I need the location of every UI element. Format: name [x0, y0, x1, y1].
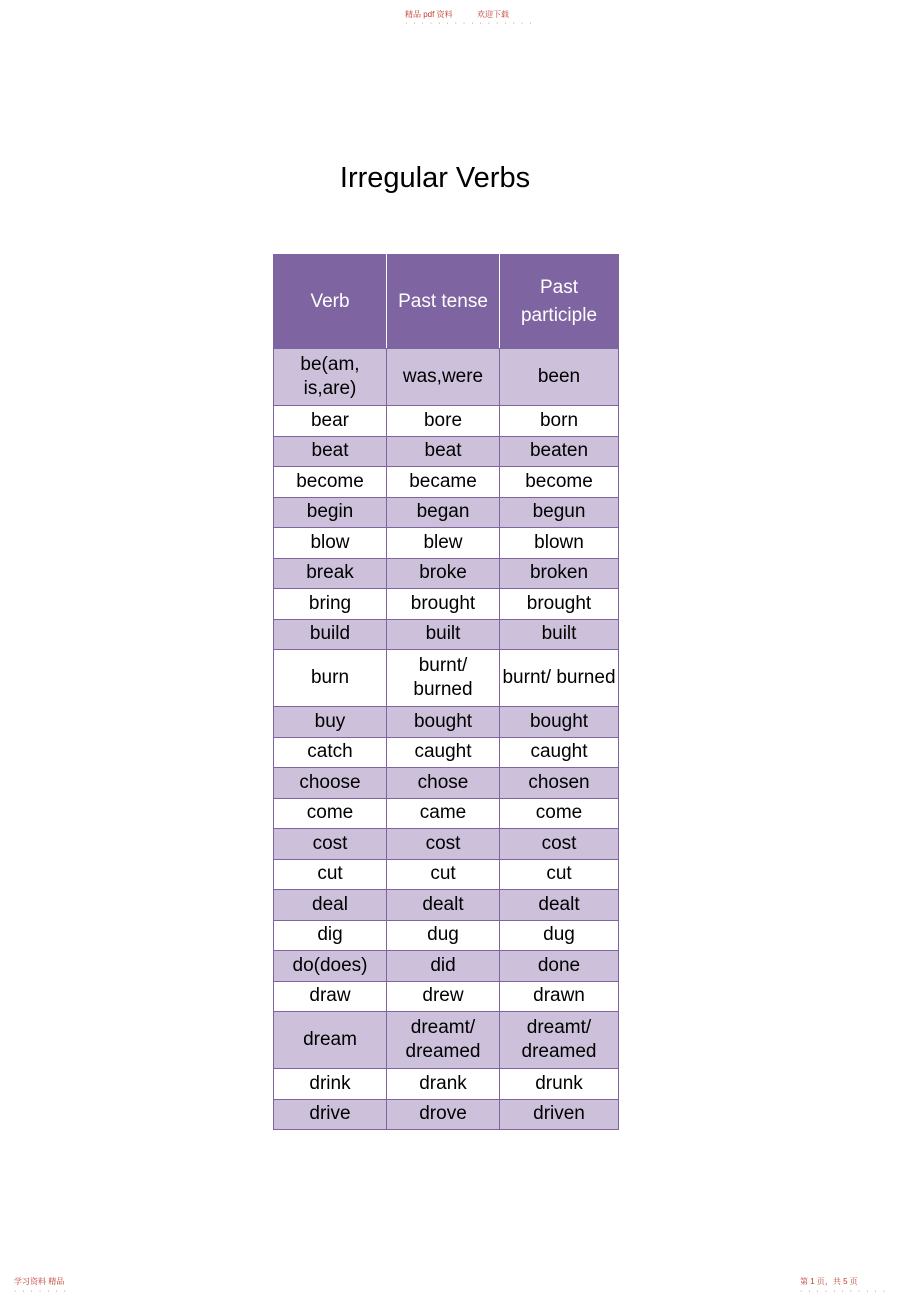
cell-past-participle: become: [500, 467, 619, 498]
cell-past-tense: became: [387, 467, 500, 498]
cell-past-tense: bought: [387, 707, 500, 738]
cell-past-participle: broken: [500, 558, 619, 589]
cell-verb: cost: [274, 829, 387, 860]
table-row: [274, 798, 619, 829]
table-row: [274, 737, 619, 768]
cell-past-tense: chose: [387, 768, 500, 799]
cell-verb: be(am, is,are): [274, 349, 387, 406]
page-title: Irregular Verbs: [339, 162, 531, 194]
cell-verb: choose: [274, 768, 387, 799]
cell-verb: do(does): [274, 951, 387, 982]
cell-verb: bear: [274, 406, 387, 437]
table-row: [274, 1099, 619, 1130]
cell-past-tense: was,were: [387, 349, 500, 406]
cell-past-participle: cost: [500, 829, 619, 860]
table-row: [274, 859, 619, 890]
table-row: [274, 981, 619, 1012]
cell-verb: drive: [274, 1099, 387, 1130]
table-row: [274, 589, 619, 620]
cell-past-tense: burnt/ burned: [387, 650, 500, 707]
cell-verb: build: [274, 619, 387, 650]
cell-past-tense: broke: [387, 558, 500, 589]
header-left-text: 精品 pdf 资料: [405, 10, 453, 19]
cell-verb: buy: [274, 707, 387, 738]
table-row: [274, 1069, 619, 1100]
cell-past-participle: driven: [500, 1099, 619, 1130]
footer-left-dotted-rule: · · · · · · ·: [14, 1288, 68, 1295]
cell-past-tense: bore: [387, 406, 500, 437]
cell-verb: bring: [274, 589, 387, 620]
cell-past-tense: cut: [387, 859, 500, 890]
cell-past-participle: bought: [500, 707, 619, 738]
cell-verb: begin: [274, 497, 387, 528]
column-header-verb: Verb: [274, 255, 387, 349]
cell-past-tense: blew: [387, 528, 500, 559]
table-row: [274, 528, 619, 559]
table-body: [274, 349, 619, 1130]
table-row: [274, 829, 619, 860]
cell-past-participle: dreamt/ dreamed: [500, 1012, 619, 1069]
cell-past-tense: began: [387, 497, 500, 528]
cell-verb: dream: [274, 1012, 387, 1069]
cell-past-participle: dealt: [500, 890, 619, 921]
cell-past-participle: come: [500, 798, 619, 829]
table-row: [274, 467, 619, 498]
table-row: [274, 890, 619, 921]
cell-past-tense: built: [387, 619, 500, 650]
table-row: [274, 951, 619, 982]
cell-past-participle: dug: [500, 920, 619, 951]
cell-past-tense: drank: [387, 1069, 500, 1100]
cell-past-participle: brought: [500, 589, 619, 620]
cell-past-tense: dug: [387, 920, 500, 951]
cell-past-tense: caught: [387, 737, 500, 768]
cell-verb: dig: [274, 920, 387, 951]
cell-past-tense: dreamt/ dreamed: [387, 1012, 500, 1069]
cell-past-participle: blown: [500, 528, 619, 559]
cell-past-tense: did: [387, 951, 500, 982]
column-header-past-participle: Past participle: [500, 255, 619, 349]
cell-past-participle: born: [500, 406, 619, 437]
table-row: [274, 707, 619, 738]
cell-past-participle: drunk: [500, 1069, 619, 1100]
cell-verb: deal: [274, 890, 387, 921]
cell-past-participle: been: [500, 349, 619, 406]
cell-past-participle: cut: [500, 859, 619, 890]
cell-past-participle: drawn: [500, 981, 619, 1012]
cell-past-participle: begun: [500, 497, 619, 528]
cell-verb: break: [274, 558, 387, 589]
cell-past-tense: dealt: [387, 890, 500, 921]
table-header-row: [274, 255, 619, 349]
table-row: [274, 619, 619, 650]
table-row: [274, 349, 619, 406]
table-row: [274, 1012, 619, 1069]
header-dotted-rule: · · · · · · · · · · · · · · · ·: [405, 20, 534, 27]
table-row: [274, 497, 619, 528]
cell-verb: draw: [274, 981, 387, 1012]
table-row: [274, 436, 619, 467]
cell-past-tense: drew: [387, 981, 500, 1012]
header-right-text: 欢迎下载: [477, 10, 509, 19]
cell-verb: blow: [274, 528, 387, 559]
cell-past-tense: cost: [387, 829, 500, 860]
table-row: [274, 768, 619, 799]
irregular-verbs-table: [273, 254, 619, 1130]
cell-past-participle: beaten: [500, 436, 619, 467]
cell-past-tense: came: [387, 798, 500, 829]
cell-verb: drink: [274, 1069, 387, 1100]
cell-verb: become: [274, 467, 387, 498]
column-header-past-tense: Past tense: [387, 255, 500, 349]
cell-past-tense: drove: [387, 1099, 500, 1130]
table-row: [274, 558, 619, 589]
footer-right-dotted-rule: · · · · · · · · · · ·: [800, 1288, 888, 1295]
table-row: [274, 406, 619, 437]
table-row: [274, 920, 619, 951]
footer-left-text: 学习资料 精品: [14, 1277, 65, 1286]
cell-past-participle: burnt/ burned: [500, 650, 619, 707]
cell-past-tense: beat: [387, 436, 500, 467]
cell-verb: come: [274, 798, 387, 829]
cell-past-participle: done: [500, 951, 619, 982]
cell-past-participle: caught: [500, 737, 619, 768]
cell-verb: catch: [274, 737, 387, 768]
cell-verb: beat: [274, 436, 387, 467]
cell-verb: burn: [274, 650, 387, 707]
cell-verb: cut: [274, 859, 387, 890]
cell-past-tense: brought: [387, 589, 500, 620]
footer-page-number: 第 1 页，共 5 页: [800, 1277, 858, 1286]
table-row: [274, 650, 619, 707]
cell-past-participle: built: [500, 619, 619, 650]
cell-past-participle: chosen: [500, 768, 619, 799]
